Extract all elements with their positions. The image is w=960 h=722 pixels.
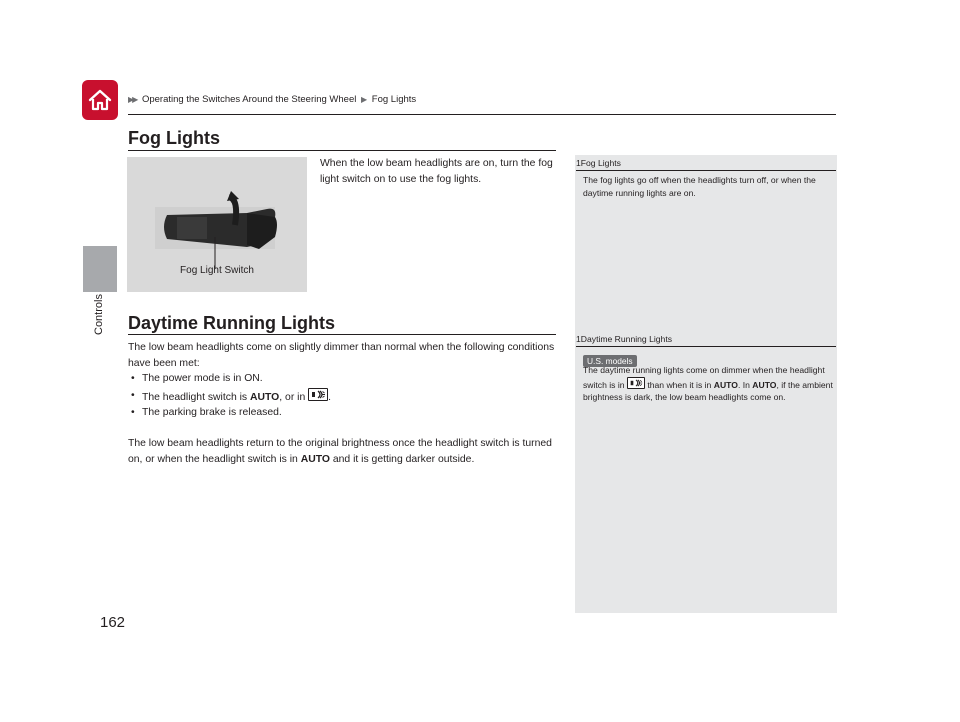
note-text: The daytime running lights come on dimmer when the headlight switch is in xyxy=(583,365,825,390)
fog-note-rule xyxy=(576,170,836,171)
note-number: 1 xyxy=(576,158,581,168)
home-button[interactable] xyxy=(82,80,118,120)
home-icon xyxy=(87,87,113,113)
list-item xyxy=(128,405,558,421)
header-rule xyxy=(128,114,836,115)
breadcrumb-arrows: ▶▶ xyxy=(128,95,137,104)
drl-heading: Daytime Running Lights xyxy=(128,313,335,333)
list-item xyxy=(128,371,558,387)
fog-lights-heading: Fog Lights xyxy=(128,128,220,148)
breadcrumb-section-link[interactable]: Operating the Switches Around the Steering Wheel xyxy=(141,94,357,105)
bullet-text: The headlight switch is xyxy=(142,391,251,403)
side-tab-marker[interactable] xyxy=(83,246,117,292)
badge-text: U.S. models xyxy=(583,355,637,367)
fog-lights-text: When the low beam headlights are on, turn the fog light switch on to use the fog lights. xyxy=(320,158,553,185)
paragraph-text: and it is getting darker outside. xyxy=(329,453,475,465)
auto-position-label: AUTO xyxy=(713,379,738,390)
note-title-text: Fog Lights xyxy=(580,158,621,168)
note-text: than when it is in xyxy=(644,379,714,390)
paragraph-text: The low beam headlights return to the original brightness once the headlight switch is turned on, or when the headlight switch is in xyxy=(128,437,552,465)
fog-light-switch-image xyxy=(127,157,307,292)
breadcrumb xyxy=(128,94,416,105)
note-text: . In xyxy=(737,379,753,390)
drl-conditions-list xyxy=(128,371,558,421)
side-tab-label: Controls xyxy=(93,294,105,335)
drl-note-rule xyxy=(576,346,836,347)
bullet-text: The parking brake is released. xyxy=(142,407,282,419)
auto-position-label: AUTO xyxy=(300,453,330,465)
note-text: , if the ambient brightness is dark, the low beam headlights come on. xyxy=(583,379,833,403)
bullet-text: The power mode is in ON. xyxy=(142,373,263,385)
dimmer-lights-icon xyxy=(308,388,328,401)
breadcrumb-current-page: Fog Lights xyxy=(371,94,417,105)
note-title-text: Daytime Running Lights xyxy=(580,334,673,344)
dimmer-lights-icon xyxy=(627,377,645,389)
drl-note-text xyxy=(583,364,833,404)
auto-position-label: AUTO xyxy=(752,379,777,390)
auto-position-label: AUTO xyxy=(250,391,280,403)
list-item xyxy=(128,388,558,406)
bullet-text: , or in xyxy=(279,391,309,403)
note-number: 1 xyxy=(576,334,581,344)
drl-heading-rule xyxy=(128,334,556,335)
drl-intro: The low beam headlights come on slightly dimmer than normal when the following conditions have been met: xyxy=(128,342,555,369)
bullet-text: . xyxy=(328,391,332,403)
drl-return-paragraph xyxy=(128,436,558,467)
drl-note-title xyxy=(576,334,672,344)
breadcrumb-separator: ▶ xyxy=(361,95,368,104)
fog-light-switch-label: Fog Light Switch xyxy=(180,265,254,276)
fog-note-title xyxy=(576,158,621,168)
fog-heading-rule xyxy=(128,150,556,151)
drl-body xyxy=(128,340,558,467)
fog-note-text: The fog lights go off when the headlights turn off, or when the daytime running lights are on. xyxy=(583,175,816,198)
page-number: 162 xyxy=(100,614,126,631)
